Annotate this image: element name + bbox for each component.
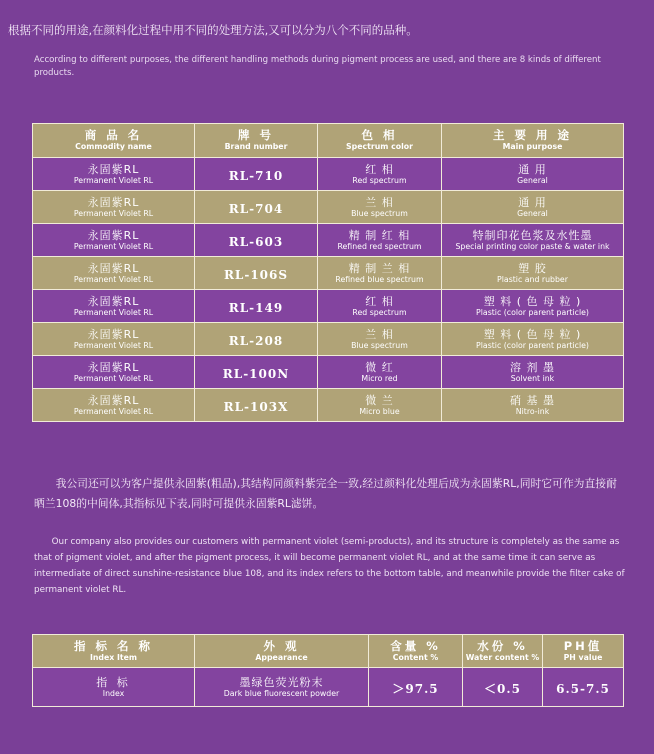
ph-value: 6.5-7.5 bbox=[543, 668, 624, 707]
product-name: 永固紫RL Permanent Violet RL bbox=[33, 323, 195, 356]
index-header-row bbox=[33, 635, 624, 668]
paragraph-english: Our company also provides our customers with permanent violet (semi-products), and its structure is completely as the same as that of pigment violet, and after the pigment process, it will become permanent violet RL, and at the same time it can serve as intermediate of direct sunshine-resistance blue 108, and its index refers to the bottom table, and meanwhile provide the filter cake of permanent violet RL. bbox=[34, 537, 625, 595]
brand-number: RL-208 bbox=[195, 323, 318, 356]
table-row bbox=[33, 224, 624, 257]
brand-number: RL-710 bbox=[195, 158, 318, 191]
product-name: 永固紫RL Permanent Violet RL bbox=[33, 356, 195, 389]
brand-number: RL-603 bbox=[195, 224, 318, 257]
brand-number: RL-704 bbox=[195, 191, 318, 224]
table-row bbox=[33, 257, 624, 290]
product-name: 永固紫RL Permanent Violet RL bbox=[33, 191, 195, 224]
spectrum-color: 精 制 红 相 Refined red spectrum bbox=[318, 224, 442, 257]
products-header-row bbox=[33, 124, 624, 158]
main-purpose: 塑 料 ( 色 母 粒 ) Plastic (color parent particle) bbox=[442, 290, 624, 323]
content-value: ＞97.5 bbox=[369, 668, 463, 707]
header-index-item: 指 标 名 称 Index Item bbox=[33, 635, 195, 668]
products-table bbox=[32, 123, 624, 422]
header-commodity-name: 商 品 名 Commodity name bbox=[33, 124, 195, 158]
main-purpose: 通 用 General bbox=[442, 158, 624, 191]
product-name: 永固紫RL Permanent Violet RL bbox=[33, 224, 195, 257]
product-name: 永固紫RL Permanent Violet RL bbox=[33, 389, 195, 422]
product-name: 永固紫RL Permanent Violet RL bbox=[33, 257, 195, 290]
product-name: 永固紫RL Permanent Violet RL bbox=[33, 158, 195, 191]
table-row bbox=[33, 290, 624, 323]
header-main-purpose: 主 要 用 途 Main purpose bbox=[442, 124, 624, 158]
spectrum-color: 微 兰 Micro blue bbox=[318, 389, 442, 422]
spectrum-color: 红 相 Red spectrum bbox=[318, 158, 442, 191]
header-appearance: 外 观 Appearance bbox=[195, 635, 369, 668]
main-purpose: 硝 基 墨 Nitro-ink bbox=[442, 389, 624, 422]
water-value: ＜0.5 bbox=[463, 668, 543, 707]
spectrum-color: 兰 相 Blue spectrum bbox=[318, 191, 442, 224]
paragraph-chinese: 我公司还可以为客户提供永固紫(粗品),其结构同颜料紫完全一致,经过颜料化处理后成为永固紫RL,同时它可作为直接耐晒兰108的中间体,其指标见下表,同时可提供永固紫RL滤饼。 bbox=[34, 477, 617, 510]
intro-english: According to different purposes, the different handling methods during pigment process are used, and there are 8 kinds of different products. bbox=[34, 55, 601, 78]
spectrum-color: 微 红 Micro red bbox=[318, 356, 442, 389]
spectrum-color: 红 相 Red spectrum bbox=[318, 290, 442, 323]
main-purpose: 通 用 General bbox=[442, 191, 624, 224]
table-row bbox=[33, 668, 624, 707]
index-table bbox=[32, 634, 624, 707]
table-row bbox=[33, 389, 624, 422]
appearance-value: 墨绿色荧光粉末 Dark blue fluorescent powder bbox=[195, 668, 369, 707]
brand-number: RL-106S bbox=[195, 257, 318, 290]
brand-number: RL-149 bbox=[195, 290, 318, 323]
spectrum-color: 精 制 兰 相 Refined blue spectrum bbox=[318, 257, 442, 290]
main-purpose: 溶 剂 墨 Solvent ink bbox=[442, 356, 624, 389]
main-purpose: 塑 料 ( 色 母 粒 ) Plastic (color parent particle) bbox=[442, 323, 624, 356]
index-item: 指 标 Index bbox=[33, 668, 195, 707]
header-spectrum-color: 色 相 Spectrum color bbox=[318, 124, 442, 158]
product-name: 永固紫RL Permanent Violet RL bbox=[33, 290, 195, 323]
main-purpose: 特制印花色浆及水性墨 Special printing color paste & water ink bbox=[442, 224, 624, 257]
table-row bbox=[33, 158, 624, 191]
main-purpose: 塑 胶 Plastic and rubber bbox=[442, 257, 624, 290]
header-brand-number: 牌 号 Brand number bbox=[195, 124, 318, 158]
table-row bbox=[33, 356, 624, 389]
brand-number: RL-100N bbox=[195, 356, 318, 389]
table-row bbox=[33, 191, 624, 224]
spectrum-color: 兰 相 Blue spectrum bbox=[318, 323, 442, 356]
header-ph-value: PH值 PH value bbox=[543, 635, 624, 668]
header-content: 含量 % Content % bbox=[369, 635, 463, 668]
intro-chinese: 根据不同的用途,在颜料化过程中用不同的处理方法,又可以分为八个不同的品种。 bbox=[8, 23, 418, 37]
brand-number: RL-103X bbox=[195, 389, 318, 422]
table-row bbox=[33, 323, 624, 356]
header-water-content: 水份 % Water content % bbox=[463, 635, 543, 668]
